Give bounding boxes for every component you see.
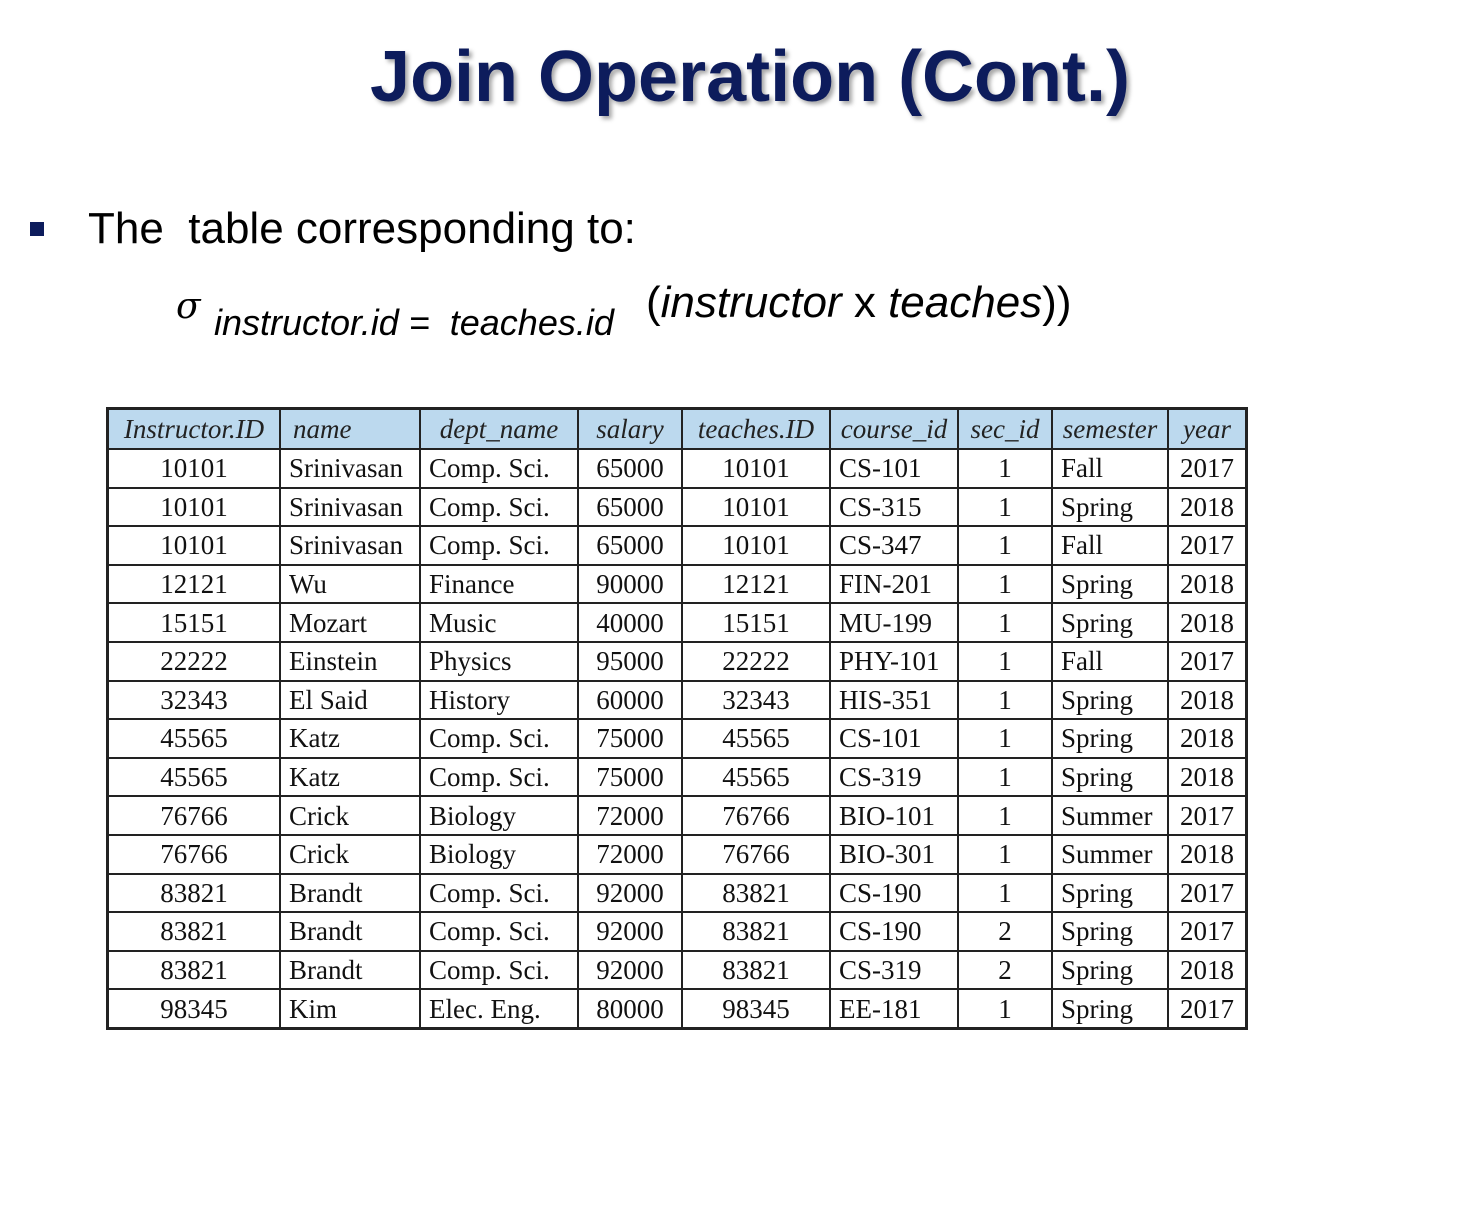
year-cell: 2018 xyxy=(1168,835,1247,874)
sec-id-cell: 1 xyxy=(958,681,1052,720)
column-header: semester xyxy=(1052,409,1168,450)
semester-cell: Spring xyxy=(1052,874,1168,913)
instructor-id-cell: 98345 xyxy=(108,989,281,1028)
salary-cell: 95000 xyxy=(578,642,682,681)
table-row xyxy=(108,603,1247,642)
year-cell: 2017 xyxy=(1168,642,1247,681)
sec-id-cell: 1 xyxy=(958,758,1052,797)
semester-cell: Fall xyxy=(1052,642,1168,681)
dept-name-cell: Comp. Sci. xyxy=(420,758,578,797)
dept-name-cell: Music xyxy=(420,603,578,642)
table-row xyxy=(108,642,1247,681)
sec-id-cell: 2 xyxy=(958,951,1052,990)
salary-cell: 72000 xyxy=(578,796,682,835)
name-cell: Srinivasan xyxy=(280,449,420,488)
dept-name-cell: Comp. Sci. xyxy=(420,951,578,990)
instructor-id-cell: 76766 xyxy=(108,835,281,874)
name-cell: Brandt xyxy=(280,912,420,951)
instructor-id-cell: 83821 xyxy=(108,912,281,951)
teaches-id-cell: 10101 xyxy=(682,449,830,488)
salary-cell: 92000 xyxy=(578,874,682,913)
course-id-cell: CS-319 xyxy=(830,951,958,990)
column-header: year xyxy=(1168,409,1247,450)
course-id-cell: EE-181 xyxy=(830,989,958,1028)
formula-open-paren: ( xyxy=(646,278,661,327)
teaches-id-cell: 98345 xyxy=(682,989,830,1028)
sigma-symbol: σ xyxy=(176,286,201,327)
salary-cell: 75000 xyxy=(578,719,682,758)
instructor-id-cell: 10101 xyxy=(108,449,281,488)
bullet-text: The table corresponding to: xyxy=(88,204,636,253)
salary-cell: 40000 xyxy=(578,603,682,642)
table-row xyxy=(108,719,1247,758)
semester-cell: Summer xyxy=(1052,796,1168,835)
dept-name-cell: Comp. Sci. xyxy=(420,874,578,913)
salary-cell: 92000 xyxy=(578,951,682,990)
semester-cell: Summer xyxy=(1052,835,1168,874)
course-id-cell: CS-190 xyxy=(830,912,958,951)
year-cell: 2017 xyxy=(1168,874,1247,913)
instructor-id-cell: 45565 xyxy=(108,719,281,758)
dept-name-cell: Biology xyxy=(420,835,578,874)
teaches-id-cell: 83821 xyxy=(682,951,830,990)
bullet-square-icon xyxy=(30,222,44,236)
selection-predicate: instructor.id = teaches.id xyxy=(214,302,614,343)
column-header: teaches.ID xyxy=(682,409,830,450)
dept-name-cell: Physics xyxy=(420,642,578,681)
dept-name-cell: Comp. Sci. xyxy=(420,912,578,951)
dept-name-cell: Elec. Eng. xyxy=(420,989,578,1028)
semester-cell: Spring xyxy=(1052,565,1168,604)
table-row xyxy=(108,681,1247,720)
name-cell: El Said xyxy=(280,681,420,720)
semester-cell: Spring xyxy=(1052,719,1168,758)
year-cell: 2018 xyxy=(1168,565,1247,604)
year-cell: 2017 xyxy=(1168,449,1247,488)
name-cell: Mozart xyxy=(280,603,420,642)
course-id-cell: HIS-351 xyxy=(830,681,958,720)
join-result-table xyxy=(106,407,1248,1030)
name-cell: Einstein xyxy=(280,642,420,681)
formula-relation-teaches: teaches xyxy=(888,278,1043,327)
instructor-id-cell: 83821 xyxy=(108,874,281,913)
name-cell: Crick xyxy=(280,796,420,835)
dept-name-cell: Comp. Sci. xyxy=(420,449,578,488)
name-cell: Crick xyxy=(280,835,420,874)
name-cell: Katz xyxy=(280,719,420,758)
sec-id-cell: 1 xyxy=(958,874,1052,913)
year-cell: 2018 xyxy=(1168,603,1247,642)
teaches-id-cell: 22222 xyxy=(682,642,830,681)
course-id-cell: MU-199 xyxy=(830,603,958,642)
course-id-cell: CS-347 xyxy=(830,526,958,565)
table-row xyxy=(108,796,1247,835)
salary-cell: 65000 xyxy=(578,488,682,527)
teaches-id-cell: 45565 xyxy=(682,719,830,758)
table-row xyxy=(108,874,1247,913)
salary-cell: 60000 xyxy=(578,681,682,720)
table-row xyxy=(108,951,1247,990)
sec-id-cell: 1 xyxy=(958,796,1052,835)
sec-id-cell: 1 xyxy=(958,603,1052,642)
dept-name-cell: Comp. Sci. xyxy=(420,719,578,758)
semester-cell: Spring xyxy=(1052,989,1168,1028)
semester-cell: Spring xyxy=(1052,951,1168,990)
table-row xyxy=(108,912,1247,951)
relational-algebra-formula xyxy=(176,278,1176,352)
name-cell: Brandt xyxy=(280,951,420,990)
semester-cell: Fall xyxy=(1052,526,1168,565)
column-header: course_id xyxy=(830,409,958,450)
year-cell: 2018 xyxy=(1168,681,1247,720)
teaches-id-cell: 83821 xyxy=(682,912,830,951)
table-row xyxy=(108,835,1247,874)
name-cell: Kim xyxy=(280,989,420,1028)
course-id-cell: CS-190 xyxy=(830,874,958,913)
course-id-cell: CS-101 xyxy=(830,449,958,488)
course-id-cell: CS-319 xyxy=(830,758,958,797)
semester-cell: Spring xyxy=(1052,758,1168,797)
formula-body xyxy=(646,278,1071,328)
formula-close-paren: )) xyxy=(1042,278,1072,327)
year-cell: 2017 xyxy=(1168,796,1247,835)
sec-id-cell: 1 xyxy=(958,989,1052,1028)
formula-relation-instructor: instructor xyxy=(660,278,842,327)
course-id-cell: CS-315 xyxy=(830,488,958,527)
sec-id-cell: 1 xyxy=(958,526,1052,565)
name-cell: Srinivasan xyxy=(280,488,420,527)
teaches-id-cell: 12121 xyxy=(682,565,830,604)
dept-name-cell: Comp. Sci. xyxy=(420,488,578,527)
instructor-id-cell: 32343 xyxy=(108,681,281,720)
teaches-id-cell: 10101 xyxy=(682,526,830,565)
teaches-id-cell: 15151 xyxy=(682,603,830,642)
teaches-id-cell: 45565 xyxy=(682,758,830,797)
year-cell: 2017 xyxy=(1168,989,1247,1028)
salary-cell: 72000 xyxy=(578,835,682,874)
table-row xyxy=(108,565,1247,604)
sec-id-cell: 2 xyxy=(958,912,1052,951)
course-id-cell: PHY-101 xyxy=(830,642,958,681)
column-header: name xyxy=(280,409,420,450)
instructor-id-cell: 45565 xyxy=(108,758,281,797)
table-row xyxy=(108,526,1247,565)
year-cell: 2018 xyxy=(1168,758,1247,797)
year-cell: 2017 xyxy=(1168,526,1247,565)
table-row xyxy=(108,449,1247,488)
salary-cell: 65000 xyxy=(578,526,682,565)
sec-id-cell: 1 xyxy=(958,835,1052,874)
instructor-id-cell: 12121 xyxy=(108,565,281,604)
salary-cell: 90000 xyxy=(578,565,682,604)
teaches-id-cell: 76766 xyxy=(682,796,830,835)
column-header: Instructor.ID xyxy=(108,409,281,450)
teaches-id-cell: 83821 xyxy=(682,874,830,913)
teaches-id-cell: 10101 xyxy=(682,488,830,527)
year-cell: 2017 xyxy=(1168,912,1247,951)
sec-id-cell: 1 xyxy=(958,449,1052,488)
semester-cell: Spring xyxy=(1052,912,1168,951)
semester-cell: Spring xyxy=(1052,488,1168,527)
column-header: salary xyxy=(578,409,682,450)
year-cell: 2018 xyxy=(1168,951,1247,990)
table-row xyxy=(108,758,1247,797)
sec-id-cell: 1 xyxy=(958,565,1052,604)
course-id-cell: FIN-201 xyxy=(830,565,958,604)
teaches-id-cell: 76766 xyxy=(682,835,830,874)
slide-title: Join Operation (Cont.) xyxy=(370,37,1130,117)
formula-cartesian-operator: x xyxy=(841,278,889,327)
course-id-cell: BIO-301 xyxy=(830,835,958,874)
year-cell: 2018 xyxy=(1168,488,1247,527)
semester-cell: Fall xyxy=(1052,449,1168,488)
table-header-row xyxy=(108,409,1247,450)
salary-cell: 65000 xyxy=(578,449,682,488)
sec-id-cell: 1 xyxy=(958,488,1052,527)
dept-name-cell: Biology xyxy=(420,796,578,835)
name-cell: Srinivasan xyxy=(280,526,420,565)
table-row xyxy=(108,989,1247,1028)
instructor-id-cell: 10101 xyxy=(108,526,281,565)
table-row xyxy=(108,488,1247,527)
course-id-cell: CS-101 xyxy=(830,719,958,758)
instructor-id-cell: 83821 xyxy=(108,951,281,990)
column-header: sec_id xyxy=(958,409,1052,450)
instructor-id-cell: 76766 xyxy=(108,796,281,835)
course-id-cell: BIO-101 xyxy=(830,796,958,835)
salary-cell: 75000 xyxy=(578,758,682,797)
name-cell: Wu xyxy=(280,565,420,604)
year-cell: 2018 xyxy=(1168,719,1247,758)
name-cell: Katz xyxy=(280,758,420,797)
instructor-id-cell: 15151 xyxy=(108,603,281,642)
semester-cell: Spring xyxy=(1052,603,1168,642)
teaches-id-cell: 32343 xyxy=(682,681,830,720)
salary-cell: 92000 xyxy=(578,912,682,951)
instructor-id-cell: 10101 xyxy=(108,488,281,527)
sec-id-cell: 1 xyxy=(958,719,1052,758)
dept-name-cell: History xyxy=(420,681,578,720)
dept-name-cell: Comp. Sci. xyxy=(420,526,578,565)
sec-id-cell: 1 xyxy=(958,642,1052,681)
column-header: dept_name xyxy=(420,409,578,450)
semester-cell: Spring xyxy=(1052,681,1168,720)
salary-cell: 80000 xyxy=(578,989,682,1028)
dept-name-cell: Finance xyxy=(420,565,578,604)
instructor-id-cell: 22222 xyxy=(108,642,281,681)
name-cell: Brandt xyxy=(280,874,420,913)
